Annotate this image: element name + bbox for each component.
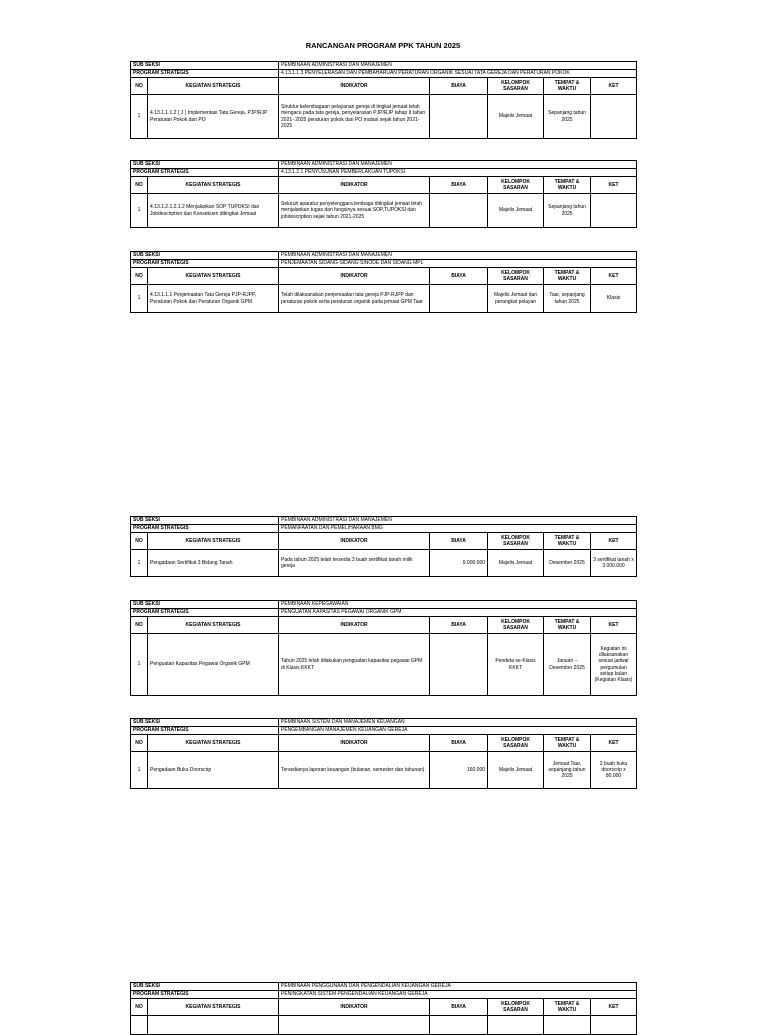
cell-tempat: Sepanjang tahun 2025 (544, 95, 591, 139)
col-header-tempat: TEMPAT & WAKTU (544, 177, 591, 194)
cell-ket (591, 194, 637, 228)
col-header-kegiatan: KEGIATAN STRATEGIS (148, 533, 279, 550)
sub-seksi-label: SUB SEKSI (131, 983, 279, 991)
table-row (131, 634, 637, 696)
program-strategis-label: PROGRAM STRATEGIS (131, 169, 279, 177)
program-strategis-label: PROGRAM STRATEGIS (131, 70, 279, 78)
table-row (131, 285, 637, 313)
table-row (131, 95, 637, 139)
cell-indikator: Pada tahun 2025 telah tersedia 3 buah sertifikat tanah milik gereja (279, 550, 430, 577)
cell-indikator: Struktur kelembagaan pelayanan gereja di tingkat jemaat telah mengacu pada tata gereja, penyelarasan PJP/RJP tahap II tahun 2021- 2025 peraturan pokok dan PO mutasi sejak tahun 2021-2025 (279, 95, 430, 139)
cell-indikator: Telah dilaksanakan penjemaatan tata gereja PJP-RJPP dan peraturan pokok serta peraturan organik pada jemaat GPM Taar (279, 285, 430, 313)
col-header-kelompok: KELOMPOK SASARAN (488, 533, 544, 550)
program-strategis-value: PENINGKATAN SISTEM PENGENDALIAN KEUANGAN GEREJA (279, 991, 637, 999)
col-header-indikator: INDIKATOR (279, 999, 430, 1016)
program-table-section (130, 251, 636, 313)
col-header-no: NO (131, 533, 148, 550)
col-header-no: NO (131, 78, 148, 95)
col-header-kelompok: KELOMPOK SASARAN (488, 268, 544, 285)
cell-kegiatan (148, 1016, 279, 1035)
col-header-no: NO (131, 617, 148, 634)
cell-no: 1 (131, 634, 148, 696)
cell-kelompok: Majelis Jemaat (488, 550, 544, 577)
program-strategis-label: PROGRAM STRATEGIS (131, 609, 279, 617)
cell-biaya (430, 194, 488, 228)
cell-ket: Klasis (591, 285, 637, 313)
col-header-kelompok: KELOMPOK SASARAN (488, 177, 544, 194)
cell-tempat: Sepanjang tahun 2025 (544, 194, 591, 228)
col-header-ket: KET (591, 177, 637, 194)
col-header-kegiatan: KEGIATAN STRATEGIS (148, 78, 279, 95)
table-row (131, 194, 637, 228)
col-header-no: NO (131, 177, 148, 194)
program-table (130, 251, 637, 313)
col-header-biaya: BIAYA (430, 268, 488, 285)
cell-no (131, 1016, 148, 1035)
sub-seksi-value: PEMBINAAN ADMINISTRASI DAN MANAJEMEN (279, 161, 637, 169)
program-table (130, 982, 637, 1035)
col-header-tempat: TEMPAT & WAKTU (544, 268, 591, 285)
cell-kegiatan: 4.13.1.1.1.2 ( J ) Implementasi Tata Gereja, PJP/RJP Peraturan Pokok dan PO (148, 95, 279, 139)
cell-no: 1 (131, 194, 148, 228)
col-header-biaya: BIAYA (430, 999, 488, 1016)
col-header-tempat: TEMPAT & WAKTU (544, 617, 591, 634)
cell-indikator: Seluruh aparatur penyelenggara lembaga ditingkat jemaat telah menjalankan tugas dan fungsinya sesuai SOP,TUPOKSI dan jobdescription sejak tahun 2021-2025 (279, 194, 430, 228)
cell-biaya: 160.000 (430, 752, 488, 789)
program-table (130, 160, 637, 228)
sub-seksi-label: SUB SEKSI (131, 252, 279, 260)
program-table (130, 516, 637, 577)
cell-ket: Kegiatan ini dilaksanakan sesuai jadwal pergumulan setiap bulan (Kegiatan Klasis) (591, 634, 637, 696)
col-header-tempat: TEMPAT & WAKTU (544, 533, 591, 550)
col-header-kelompok: KELOMPOK SASARAN (488, 999, 544, 1016)
program-strategis-label: PROGRAM STRATEGIS (131, 991, 279, 999)
col-header-ket: KET (591, 617, 637, 634)
sub-seksi-value: PEMBINAAN ADMINISTRASI DAN MANAJEMEN (279, 62, 637, 70)
cell-tempat: Taar, sepanjang tahun 2025 (544, 285, 591, 313)
col-header-indikator: INDIKATOR (279, 177, 430, 194)
program-table (130, 61, 637, 139)
col-header-no: NO (131, 268, 148, 285)
col-header-biaya: BIAYA (430, 177, 488, 194)
cell-tempat: Jemaat Taar, sepanjang tahun 2025 (544, 752, 591, 789)
program-table (130, 600, 637, 696)
col-header-tempat: TEMPAT & WAKTU (544, 999, 591, 1016)
col-header-kegiatan: KEGIATAN STRATEGIS (148, 268, 279, 285)
col-header-kegiatan: KEGIATAN STRATEGIS (148, 177, 279, 194)
col-header-tempat: TEMPAT & WAKTU (544, 78, 591, 95)
cell-ket (591, 95, 637, 139)
col-header-ket: KET (591, 78, 637, 95)
program-table-section (130, 600, 636, 696)
cell-biaya (430, 1016, 488, 1035)
col-header-kelompok: KELOMPOK SASARAN (488, 735, 544, 752)
cell-kelompok: Pendeta se-Klasis KKKT (488, 634, 544, 696)
cell-biaya (430, 634, 488, 696)
sub-seksi-value: PEMBINAAN SISTEM DAN MANAJEMEN KEUANGAN (279, 719, 637, 727)
cell-no: 1 (131, 752, 148, 789)
col-header-kegiatan: KEGIATAN STRATEGIS (148, 999, 279, 1016)
col-header-indikator: INDIKATOR (279, 617, 430, 634)
cell-no: 1 (131, 550, 148, 577)
col-header-no: NO (131, 735, 148, 752)
cell-indikator: Tahun 2025 telah dilakukan penguatan kapasitas pegawai GPM di Klasis KKKT (279, 634, 430, 696)
cell-no: 1 (131, 285, 148, 313)
document-title: RANCANGAN PROGRAM PPK TAHUN 2025 (305, 41, 461, 50)
col-header-kegiatan: KEGIATAN STRATEGIS (148, 735, 279, 752)
cell-kegiatan: Pengadaan Buku Doorscrip (148, 752, 279, 789)
program-table-section (130, 160, 636, 228)
sub-seksi-value: PEMBINAAN PENGGUNAAN DAN PENGENDALIAN KEUANGAN GEREJA (279, 983, 637, 991)
program-strategis-label: PROGRAM STRATEGIS (131, 260, 279, 268)
col-header-ket: KET (591, 268, 637, 285)
cell-kegiatan: Penguatan Kapasitas Pegawai Organik GPM (148, 634, 279, 696)
cell-kegiatan: 4.13.1.2.1.2.1.2 Menjalankan SOP TUPOKSI dan Jobdescription dan Konsekuen ditingkat Jemaat (148, 194, 279, 228)
cell-ket: 2 buah buku doorscrip x 80.000 (591, 752, 637, 789)
cell-tempat: Januari – Desember 2025 (544, 634, 591, 696)
sub-seksi-label: SUB SEKSI (131, 517, 279, 525)
col-header-indikator: INDIKATOR (279, 735, 430, 752)
cell-kelompok: Majelis Jemaat (488, 752, 544, 789)
table-row (131, 550, 637, 577)
cell-biaya (430, 95, 488, 139)
col-header-indikator: INDIKATOR (279, 78, 430, 95)
cell-kelompok (488, 1016, 544, 1035)
program-table-section (130, 516, 636, 577)
col-header-indikator: INDIKATOR (279, 533, 430, 550)
sub-seksi-label: SUB SEKSI (131, 601, 279, 609)
sub-seksi-value: PEMBINAAN ADMINISTRASI DAN MANAJEMEN (279, 252, 637, 260)
program-strategis-value: PENGUATAN KAPASITAS PEGAWAI ORGANIK GPM (279, 609, 637, 617)
cell-tempat (544, 1016, 591, 1035)
cell-kegiatan: 4.13.1.1.1 Penjemaatan Tata Gereja PJP-RJPP, Peraturan Pokok dan Peraturan Organik GPM (148, 285, 279, 313)
cell-ket (591, 1016, 637, 1035)
table-row (131, 1016, 637, 1035)
col-header-biaya: BIAYA (430, 735, 488, 752)
program-strategis-value: PENGEMBANGAN MANAJEMEN KEUANGAN GEREJA (279, 727, 637, 735)
cell-no: 1 (131, 95, 148, 139)
col-header-biaya: BIAYA (430, 617, 488, 634)
col-header-ket: KET (591, 999, 637, 1016)
col-header-ket: KET (591, 533, 637, 550)
program-table-section (130, 982, 636, 1035)
cell-indikator (279, 1016, 430, 1035)
sub-seksi-label: SUB SEKSI (131, 161, 279, 169)
cell-ket: 3 sertifikat tanah x 3.000.000 (591, 550, 637, 577)
sub-seksi-label: SUB SEKSI (131, 62, 279, 70)
col-header-indikator: INDIKATOR (279, 268, 430, 285)
program-strategis-value: 4.13.1.2.1 PENYUSUNAN PEMBERLAKUAN TUPOKSI (279, 169, 637, 177)
cell-kegiatan: Pengadaan Sertifikat 3 Bidang Tanah (148, 550, 279, 577)
table-row (131, 752, 637, 789)
cell-kelompok: Majelis Jemaat (488, 194, 544, 228)
col-header-biaya: BIAYA (430, 78, 488, 95)
program-table (130, 718, 637, 789)
program-strategis-value: PENJEMAATAN SIDANG-SIDANG SINODE DAN SIDANG MPL (279, 260, 637, 268)
cell-kelompok: Majelis Jemaat (488, 95, 544, 139)
cell-indikator: Tersedianya laporan keuangan (bulanan, semester dan tahunan) (279, 752, 430, 789)
cell-kelompok: Majelis Jemaat dan perangkat pelayan (488, 285, 544, 313)
col-header-kegiatan: KEGIATAN STRATEGIS (148, 617, 279, 634)
col-header-kelompok: KELOMPOK SASARAN (488, 78, 544, 95)
program-table-section (130, 718, 636, 789)
sub-seksi-label: SUB SEKSI (131, 719, 279, 727)
sub-seksi-value: PEMBINAAN KEPEGAWAIAN (279, 601, 637, 609)
program-strategis-value: 4.13.1.1.3 PENYELERASAN DAN PEMBAHARUAN PERATURAN ORGANIK SESUAI TATA GEREJA DAN PERATURAN POKOK (279, 70, 637, 78)
sub-seksi-value: PEMBINAAN ADMINISTRASI DAN MANAJEMEN (279, 517, 637, 525)
program-strategis-value: PEMANFAATAN DAN PEMELIHARAAN BMG (279, 525, 637, 533)
col-header-biaya: BIAYA (430, 533, 488, 550)
program-strategis-label: PROGRAM STRATEGIS (131, 525, 279, 533)
cell-biaya (430, 285, 488, 313)
program-strategis-label: PROGRAM STRATEGIS (131, 727, 279, 735)
col-header-kelompok: KELOMPOK SASARAN (488, 617, 544, 634)
program-table-section (130, 61, 636, 139)
cell-tempat: Desember 2025 (544, 550, 591, 577)
col-header-ket: KET (591, 735, 637, 752)
col-header-no: NO (131, 999, 148, 1016)
col-header-tempat: TEMPAT & WAKTU (544, 735, 591, 752)
cell-biaya: 9.000.000 (430, 550, 488, 577)
